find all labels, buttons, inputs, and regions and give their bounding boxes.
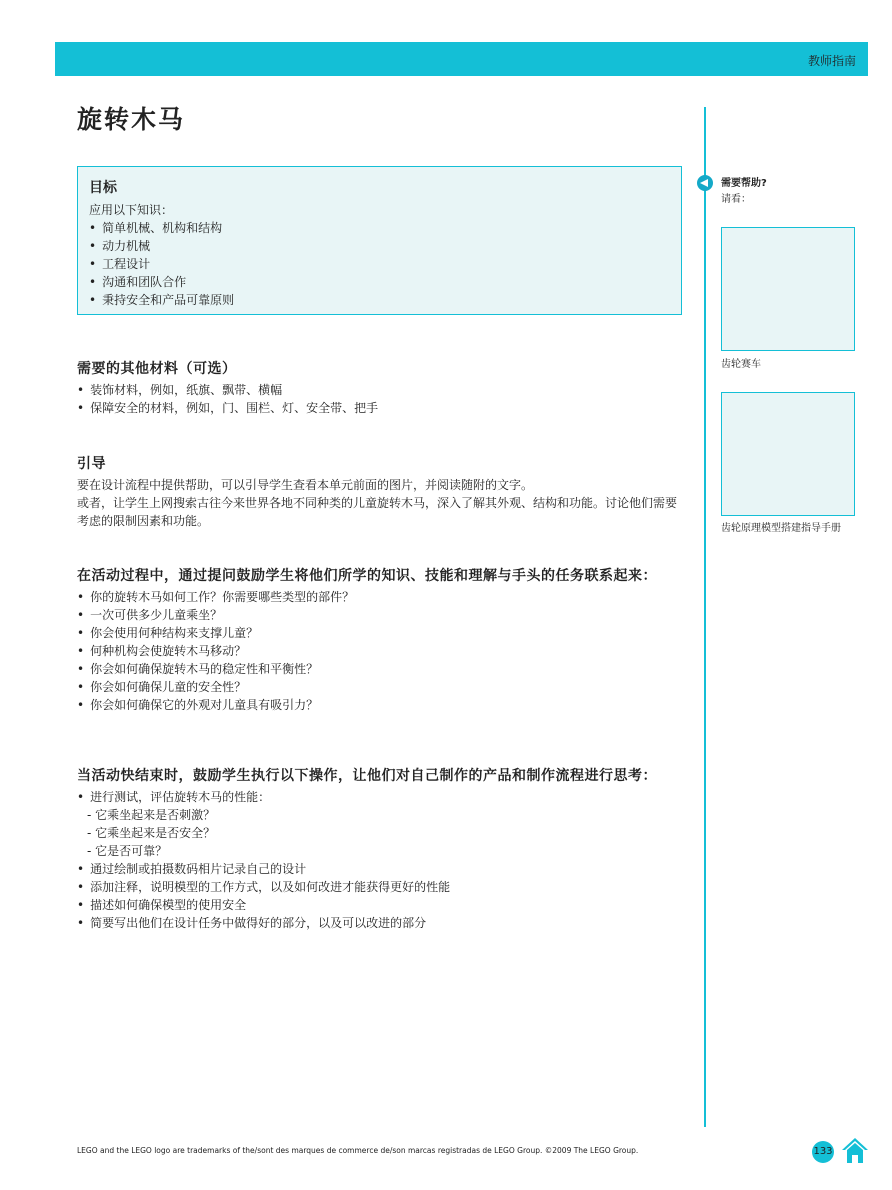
help-see: 请看： [721,194,751,205]
list-item: - 它乘坐起来是否安全？ [87,826,216,840]
goal-list [89,219,670,309]
materials-section [77,361,687,417]
list-item: • 通过绘制或拍摄数码相片记录自己的设计 [77,860,687,878]
help-note [721,176,767,208]
list-item: • 一次可供多少儿童乘坐？ [77,606,687,624]
intro-heading: 引导 [77,456,106,472]
ref-thumbnail[interactable] [721,227,855,351]
list-item: • 保障安全的材料，例如，门、围栏、灯、安全带、把手 [77,399,687,417]
goal-box [77,166,682,315]
list-item: • 工程设计 [89,255,670,273]
list-item: • 描述如何确保模型的使用安全 [77,896,687,914]
page-title: 旋转木马 [77,105,186,134]
end-heading: 当活动快结束时，鼓励学生执行以下操作，让他们对自己制作的产品和制作流程进行思考： [77,768,657,784]
list-item: • 添加注释，说明模型的工作方式，以及如何改进才能获得更好的性能 [77,878,687,896]
header-label: 教师指南 [807,54,856,68]
list-item: • 动力机械 [89,237,670,255]
help-arrow-icon [697,175,713,191]
list-item: • 简要写出他们在设计任务中做得好的部分，以及可以改进的部分 [77,914,687,932]
list-item: - 它乘坐起来是否刺激？ [87,808,216,822]
end-list [77,788,687,932]
list-item: • 你会如何确保儿童的安全性？ [77,678,687,696]
end-section [77,768,687,932]
list-item: - 它是否可靠？ [87,844,168,858]
materials-list [77,381,687,417]
page-number: 133 [812,1141,834,1163]
home-icon[interactable] [840,1136,870,1164]
list-item: • 你会如何确保它的外观对儿童具有吸引力？ [77,696,687,714]
footer-legal: LEGO and the LEGO logo are trademarks of the/sont des marques de commerce de/son marcas registradas de LEGO Group. ©2009 The LEGO Group. [77,1146,639,1155]
list-item: • 简单机械、机构和结构 [89,219,670,237]
intro-section [77,456,687,530]
ref-caption[interactable]: 齿轮赛车 [721,359,761,370]
goal-heading: 目标 [89,180,117,196]
list-item: • 你会如何确保旋转木马的稳定性和平衡性？ [77,660,687,678]
list-item: • 装饰材料，例如，纸旗、飘带、横幅 [77,381,687,399]
materials-heading: 需要的其他材料（可选） [77,361,237,377]
during-list [77,588,687,714]
list-item: • 沟通和团队合作 [89,273,670,291]
header-bar [55,42,868,76]
list-item: • 进行测试，评估旋转木马的性能： [77,788,687,806]
list-item: • 秉持安全和产品可靠原则 [89,291,670,309]
list-item: • 你会使用何种结构来支撑儿童？ [77,624,687,642]
sidebar-divider [704,107,706,1127]
during-section [77,568,687,714]
during-heading: 在活动过程中，通过提问鼓励学生将他们所学的知识、技能和理解与手头的任务联系起来： [77,568,657,584]
goal-intro: 应用以下知识： [89,203,174,217]
help-title: 需要帮助? [721,178,767,189]
ref-thumbnail[interactable] [721,392,855,516]
list-item: • 何种机构会使旋转木马移动？ [77,642,687,660]
ref-caption[interactable]: 齿轮原理模型搭建指导手册 [721,523,841,534]
intro-line: 或者，让学生上网搜索古往今来世界各地不同种类的儿童旋转木马，深入了解其外观、结构和功能。讨论他们需要考虑的限制因素和功能。 [77,496,678,528]
list-item: • 你的旋转木马如何工作？你需要哪些类型的部件？ [77,588,687,606]
intro-line: 要在设计流程中提供帮助，可以引导学生查看本单元前面的图片，并阅读随附的文字。 [77,478,534,492]
